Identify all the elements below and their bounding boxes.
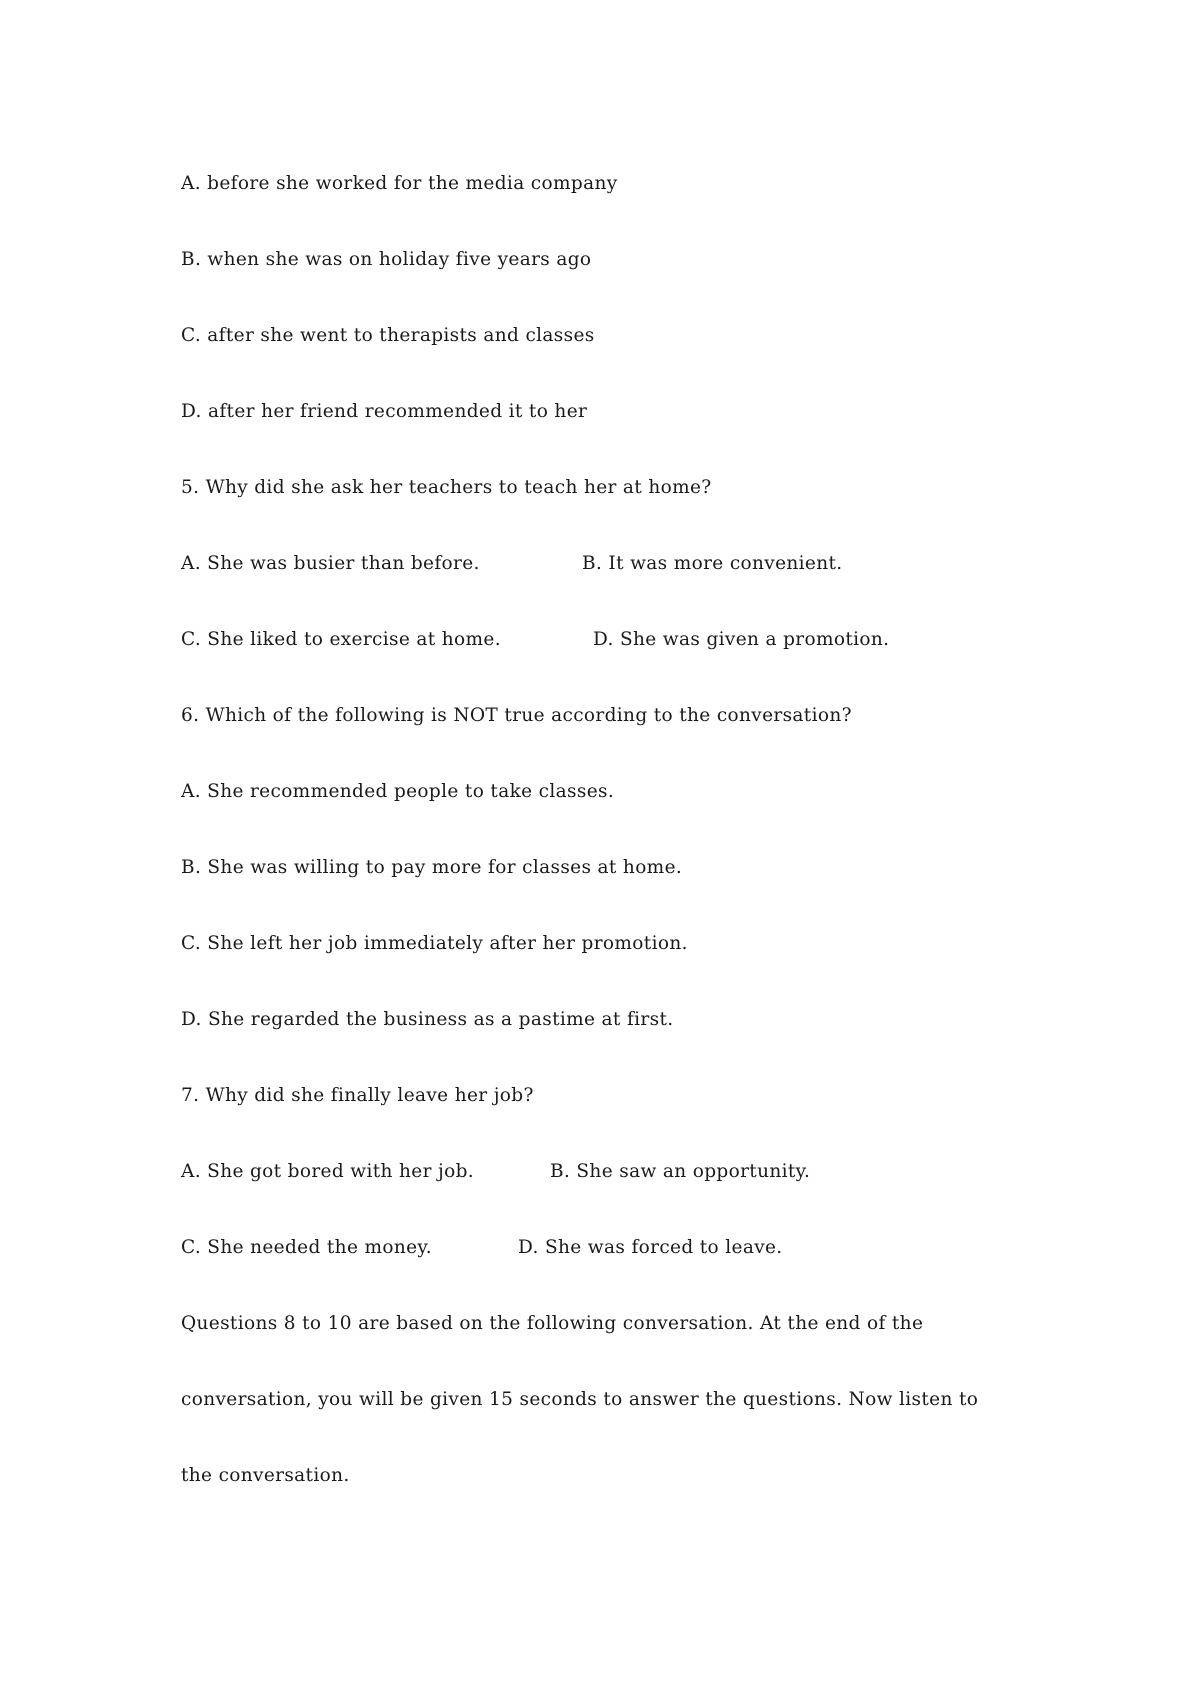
- q7-option-b: B. She saw an opportunity.: [550, 1161, 811, 1182]
- q4-option-a: A. before she worked for the media company: [181, 173, 618, 194]
- instructions-line-3: the conversation.: [181, 1465, 350, 1486]
- q6-question: 6. Which of the following is NOT true according to the conversation?: [181, 705, 852, 726]
- q6-option-a: A. She recommended people to take classes.: [181, 781, 615, 802]
- q4-option-c: C. after she went to therapists and classes: [181, 325, 595, 346]
- instructions-line-2: conversation, you will be given 15 seconds to answer the questions. Now listen to: [181, 1389, 979, 1410]
- q6-option-d: D. She regarded the business as a pastime at first.: [181, 1009, 674, 1030]
- q7-option-c: C. She needed the money.: [181, 1237, 432, 1258]
- q7-option-a: A. She got bored with her job.: [181, 1161, 474, 1182]
- q5-option-d: D. She was given a promotion.: [593, 629, 890, 650]
- q4-option-d: D. after her friend recommended it to her: [181, 401, 588, 422]
- q5-question: 5. Why did she ask her teachers to teach her at home?: [181, 477, 712, 498]
- q7-question: 7. Why did she finally leave her job?: [181, 1085, 534, 1106]
- q5-option-c: C. She liked to exercise at home.: [181, 629, 501, 650]
- instructions-line-1: Questions 8 to 10 are based on the following conversation. At the end of the: [181, 1313, 924, 1334]
- q5-option-a: A. She was busier than before.: [181, 553, 480, 574]
- q7-option-d: D. She was forced to leave.: [518, 1237, 783, 1258]
- q6-option-c: C. She left her job immediately after her promotion.: [181, 933, 688, 954]
- q5-option-b: B. It was more convenient.: [582, 553, 843, 574]
- q4-option-b: B. when she was on holiday five years ago: [181, 249, 592, 270]
- q6-option-b: B. She was willing to pay more for classes at home.: [181, 857, 683, 878]
